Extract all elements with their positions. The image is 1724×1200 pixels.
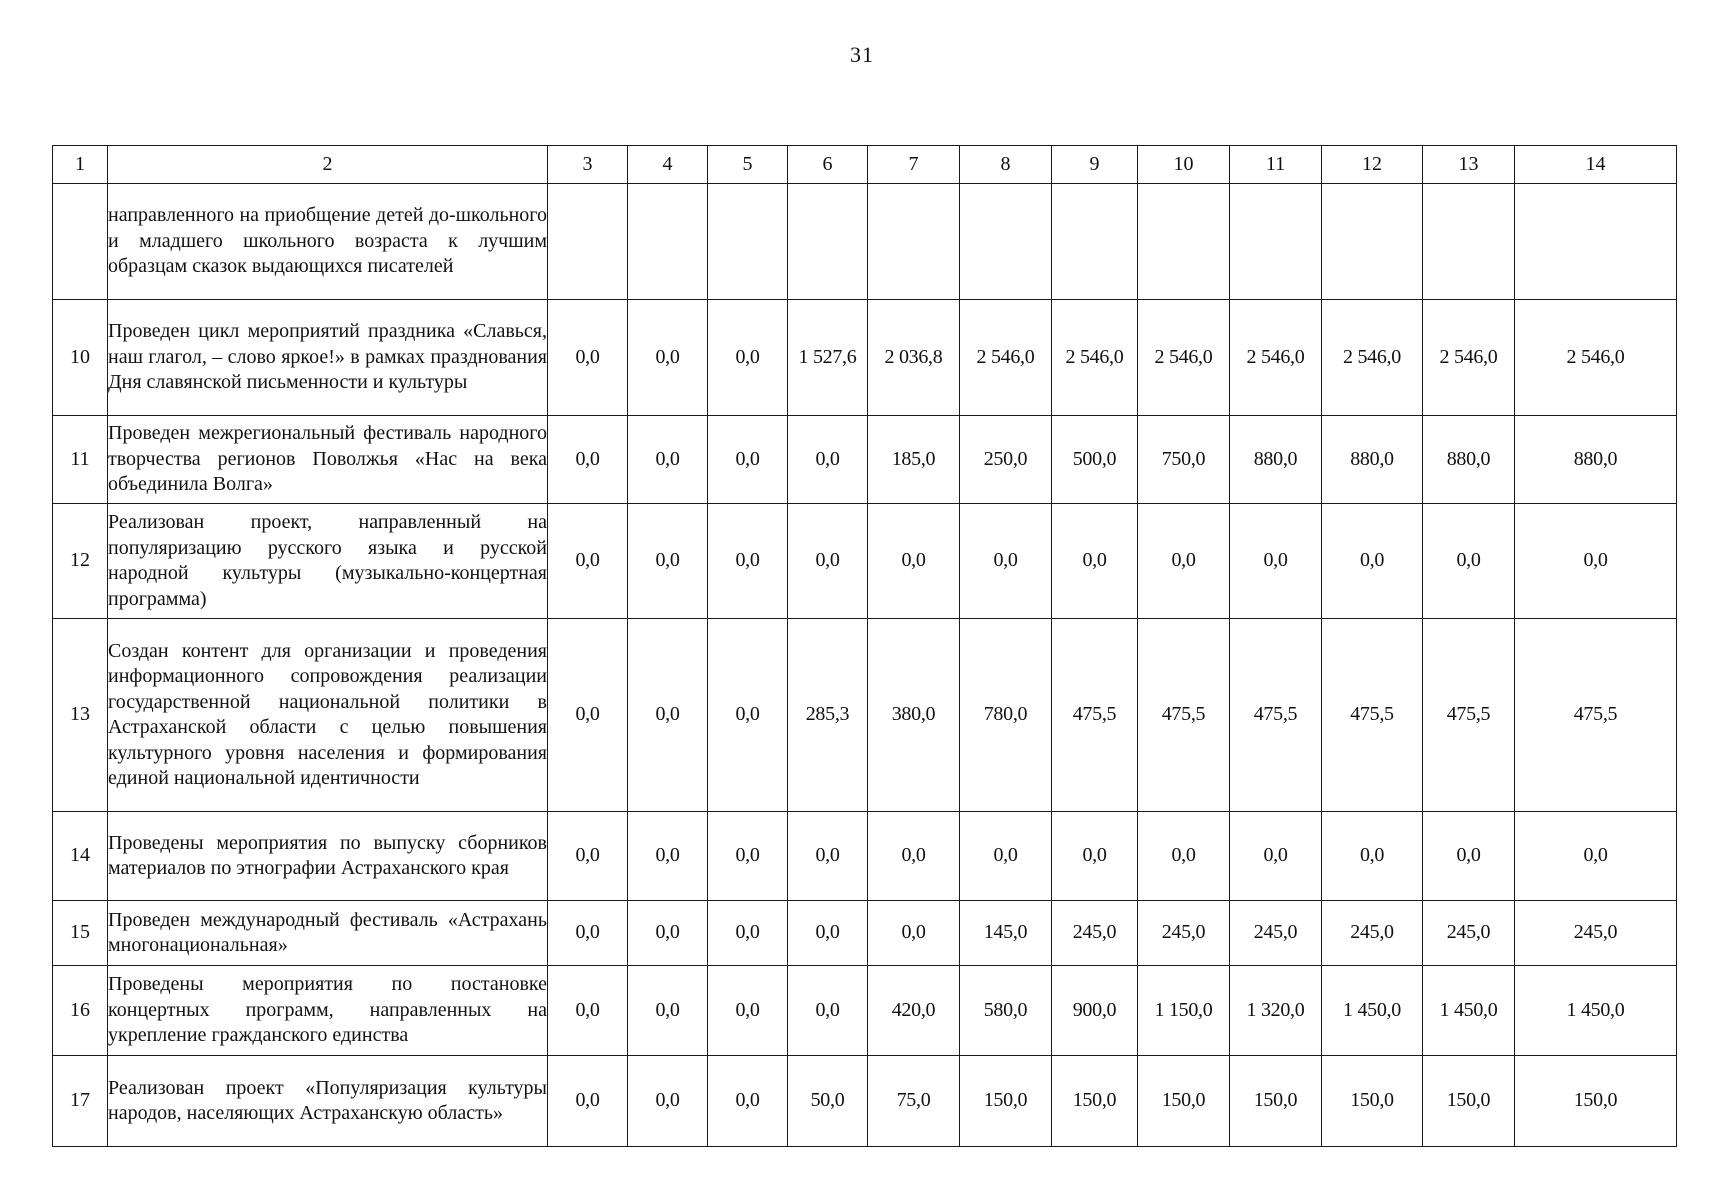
value-cell: 0,0 xyxy=(1423,812,1515,901)
value-cell: 0,0 xyxy=(1322,504,1423,619)
value-cell: 880,0 xyxy=(1322,416,1423,504)
row-description: направленного на приобщение детей до-школьного и младшего школьного возраста к лучшим образцам сказок выдающихся писателей xyxy=(108,184,548,300)
value-cell: 0,0 xyxy=(628,416,708,504)
row-description: Создан контент для организации и проведения информационного сопровождения реализации государственной национальной политики в Астраханской области с целью повышения культурного уровня населения и формирования единой национальной идентичности xyxy=(108,619,548,812)
value-cell: 2 546,0 xyxy=(1423,300,1515,416)
value-cell: 150,0 xyxy=(1423,1056,1515,1147)
value-cell: 475,5 xyxy=(1515,619,1677,812)
value-cell: 475,5 xyxy=(1322,619,1423,812)
value-cell: 245,0 xyxy=(1230,901,1322,966)
value-cell xyxy=(1515,184,1677,300)
row-number: 10 xyxy=(53,300,108,416)
table-row xyxy=(53,416,1677,504)
value-cell: 0,0 xyxy=(1230,504,1322,619)
value-cell: 2 546,0 xyxy=(1230,300,1322,416)
value-cell: 245,0 xyxy=(1052,901,1138,966)
table-row xyxy=(53,901,1677,966)
value-cell: 880,0 xyxy=(1230,416,1322,504)
value-cell: 0,0 xyxy=(548,504,628,619)
value-cell: 0,0 xyxy=(708,812,788,901)
table-row xyxy=(53,619,1677,812)
value-cell: 0,0 xyxy=(960,812,1052,901)
value-cell: 0,0 xyxy=(868,901,960,966)
row-number: 13 xyxy=(53,619,108,812)
value-cell xyxy=(1423,184,1515,300)
value-cell: 50,0 xyxy=(788,1056,868,1147)
value-cell: 500,0 xyxy=(1052,416,1138,504)
value-cell: 0,0 xyxy=(708,416,788,504)
value-cell: 0,0 xyxy=(628,300,708,416)
value-cell xyxy=(868,184,960,300)
value-cell: 0,0 xyxy=(1423,504,1515,619)
value-cell: 0,0 xyxy=(1138,504,1230,619)
value-cell xyxy=(1230,184,1322,300)
value-cell: 150,0 xyxy=(1515,1056,1677,1147)
column-header: 14 xyxy=(1515,146,1677,184)
table-row xyxy=(53,1056,1677,1147)
column-header: 8 xyxy=(960,146,1052,184)
value-cell: 0,0 xyxy=(548,416,628,504)
column-header: 7 xyxy=(868,146,960,184)
value-cell: 750,0 xyxy=(1138,416,1230,504)
value-cell: 1 450,0 xyxy=(1423,966,1515,1056)
value-cell: 245,0 xyxy=(1138,901,1230,966)
row-number: 12 xyxy=(53,504,108,619)
value-cell: 0,0 xyxy=(548,901,628,966)
value-cell xyxy=(628,184,708,300)
value-cell: 0,0 xyxy=(628,901,708,966)
value-cell: 1 450,0 xyxy=(1322,966,1423,1056)
value-cell: 0,0 xyxy=(628,966,708,1056)
row-description: Проведены мероприятия по постановке концертных программ, направленных на укрепление гражданского единства xyxy=(108,966,548,1056)
value-cell: 245,0 xyxy=(1515,901,1677,966)
value-cell: 245,0 xyxy=(1423,901,1515,966)
row-number: 11 xyxy=(53,416,108,504)
value-cell: 880,0 xyxy=(1423,416,1515,504)
value-cell: 380,0 xyxy=(868,619,960,812)
value-cell: 780,0 xyxy=(960,619,1052,812)
row-description: Проведен международный фестиваль «Астрахань многонациональная» xyxy=(108,901,548,966)
row-description: Реализован проект, направленный на популяризацию русского языка и русской народной культуры (музыкально-концертная программа) xyxy=(108,504,548,619)
value-cell: 0,0 xyxy=(788,966,868,1056)
table-row xyxy=(53,504,1677,619)
value-cell: 150,0 xyxy=(1230,1056,1322,1147)
value-cell xyxy=(1052,184,1138,300)
column-header: 5 xyxy=(708,146,788,184)
value-cell: 0,0 xyxy=(1515,812,1677,901)
value-cell: 475,5 xyxy=(1052,619,1138,812)
value-cell: 0,0 xyxy=(708,1056,788,1147)
value-cell xyxy=(960,184,1052,300)
value-cell: 0,0 xyxy=(548,300,628,416)
value-cell: 0,0 xyxy=(708,901,788,966)
row-number: 15 xyxy=(53,901,108,966)
value-cell: 880,0 xyxy=(1515,416,1677,504)
value-cell: 0,0 xyxy=(548,812,628,901)
row-description: Проведен межрегиональный фестиваль народного творчества регионов Поволжья «Нас на века объединила Волга» xyxy=(108,416,548,504)
value-cell: 475,5 xyxy=(1423,619,1515,812)
column-header: 6 xyxy=(788,146,868,184)
value-cell: 0,0 xyxy=(628,1056,708,1147)
page-number: 31 xyxy=(850,42,874,67)
value-cell: 250,0 xyxy=(960,416,1052,504)
column-header: 3 xyxy=(548,146,628,184)
value-cell: 475,5 xyxy=(1138,619,1230,812)
row-number: 17 xyxy=(53,1056,108,1147)
value-cell: 150,0 xyxy=(960,1056,1052,1147)
value-cell: 75,0 xyxy=(868,1056,960,1147)
value-cell: 0,0 xyxy=(788,901,868,966)
value-cell: 0,0 xyxy=(1230,812,1322,901)
value-cell: 0,0 xyxy=(868,812,960,901)
column-header: 9 xyxy=(1052,146,1138,184)
value-cell: 1 150,0 xyxy=(1138,966,1230,1056)
value-cell xyxy=(708,184,788,300)
value-cell: 0,0 xyxy=(708,966,788,1056)
value-cell: 0,0 xyxy=(788,416,868,504)
value-cell: 0,0 xyxy=(628,619,708,812)
header-row xyxy=(53,146,1677,184)
value-cell xyxy=(548,184,628,300)
row-number: 14 xyxy=(53,812,108,901)
value-cell: 2 036,8 xyxy=(868,300,960,416)
value-cell: 0,0 xyxy=(868,504,960,619)
value-cell: 0,0 xyxy=(1322,812,1423,901)
row-description: Проведен цикл мероприятий праздника «Славься, наш глагол, – слово яркое!» в рамках празднования Дня славянской письменности и культуры xyxy=(108,300,548,416)
table-body xyxy=(53,184,1677,1147)
row-description: Реализован проект «Популяризация культуры народов, населяющих Астраханскую область» xyxy=(108,1056,548,1147)
value-cell: 0,0 xyxy=(708,504,788,619)
value-cell: 475,5 xyxy=(1230,619,1322,812)
value-cell: 580,0 xyxy=(960,966,1052,1056)
value-cell: 185,0 xyxy=(868,416,960,504)
column-header: 4 xyxy=(628,146,708,184)
value-cell: 145,0 xyxy=(960,901,1052,966)
column-header: 12 xyxy=(1322,146,1423,184)
row-description: Проведены мероприятия по выпуску сборников материалов по этнографии Астраханского края xyxy=(108,812,548,901)
table-row xyxy=(53,300,1677,416)
row-number: 16 xyxy=(53,966,108,1056)
value-cell: 0,0 xyxy=(1052,504,1138,619)
value-cell: 0,0 xyxy=(628,812,708,901)
value-cell xyxy=(1138,184,1230,300)
value-cell: 420,0 xyxy=(868,966,960,1056)
value-cell: 150,0 xyxy=(1322,1056,1423,1147)
value-cell: 0,0 xyxy=(708,619,788,812)
table-row xyxy=(53,812,1677,901)
value-cell: 0,0 xyxy=(960,504,1052,619)
value-cell: 1 450,0 xyxy=(1515,966,1677,1056)
value-cell: 0,0 xyxy=(548,1056,628,1147)
value-cell: 2 546,0 xyxy=(1322,300,1423,416)
value-cell: 0,0 xyxy=(1138,812,1230,901)
table-row xyxy=(53,966,1677,1056)
table-row-continuation xyxy=(53,184,1677,300)
value-cell: 1 320,0 xyxy=(1230,966,1322,1056)
value-cell: 2 546,0 xyxy=(1138,300,1230,416)
value-cell: 0,0 xyxy=(788,504,868,619)
value-cell: 0,0 xyxy=(788,812,868,901)
value-cell: 150,0 xyxy=(1052,1056,1138,1147)
value-cell: 2 546,0 xyxy=(1052,300,1138,416)
column-header: 2 xyxy=(108,146,548,184)
value-cell: 0,0 xyxy=(628,504,708,619)
value-cell: 900,0 xyxy=(1052,966,1138,1056)
column-header: 11 xyxy=(1230,146,1322,184)
value-cell: 1 527,6 xyxy=(788,300,868,416)
value-cell: 245,0 xyxy=(1322,901,1423,966)
value-cell: 0,0 xyxy=(548,619,628,812)
value-cell: 0,0 xyxy=(1052,812,1138,901)
value-cell: 0,0 xyxy=(548,966,628,1056)
budget-table xyxy=(52,145,1677,1147)
value-cell: 2 546,0 xyxy=(960,300,1052,416)
row-number xyxy=(53,184,108,300)
column-header: 1 xyxy=(53,146,108,184)
value-cell: 0,0 xyxy=(708,300,788,416)
table-header xyxy=(53,146,1677,184)
value-cell: 285,3 xyxy=(788,619,868,812)
value-cell: 0,0 xyxy=(1515,504,1677,619)
column-header: 13 xyxy=(1423,146,1515,184)
value-cell xyxy=(1322,184,1423,300)
value-cell: 2 546,0 xyxy=(1515,300,1677,416)
value-cell: 150,0 xyxy=(1138,1056,1230,1147)
value-cell xyxy=(788,184,868,300)
column-header: 10 xyxy=(1138,146,1230,184)
